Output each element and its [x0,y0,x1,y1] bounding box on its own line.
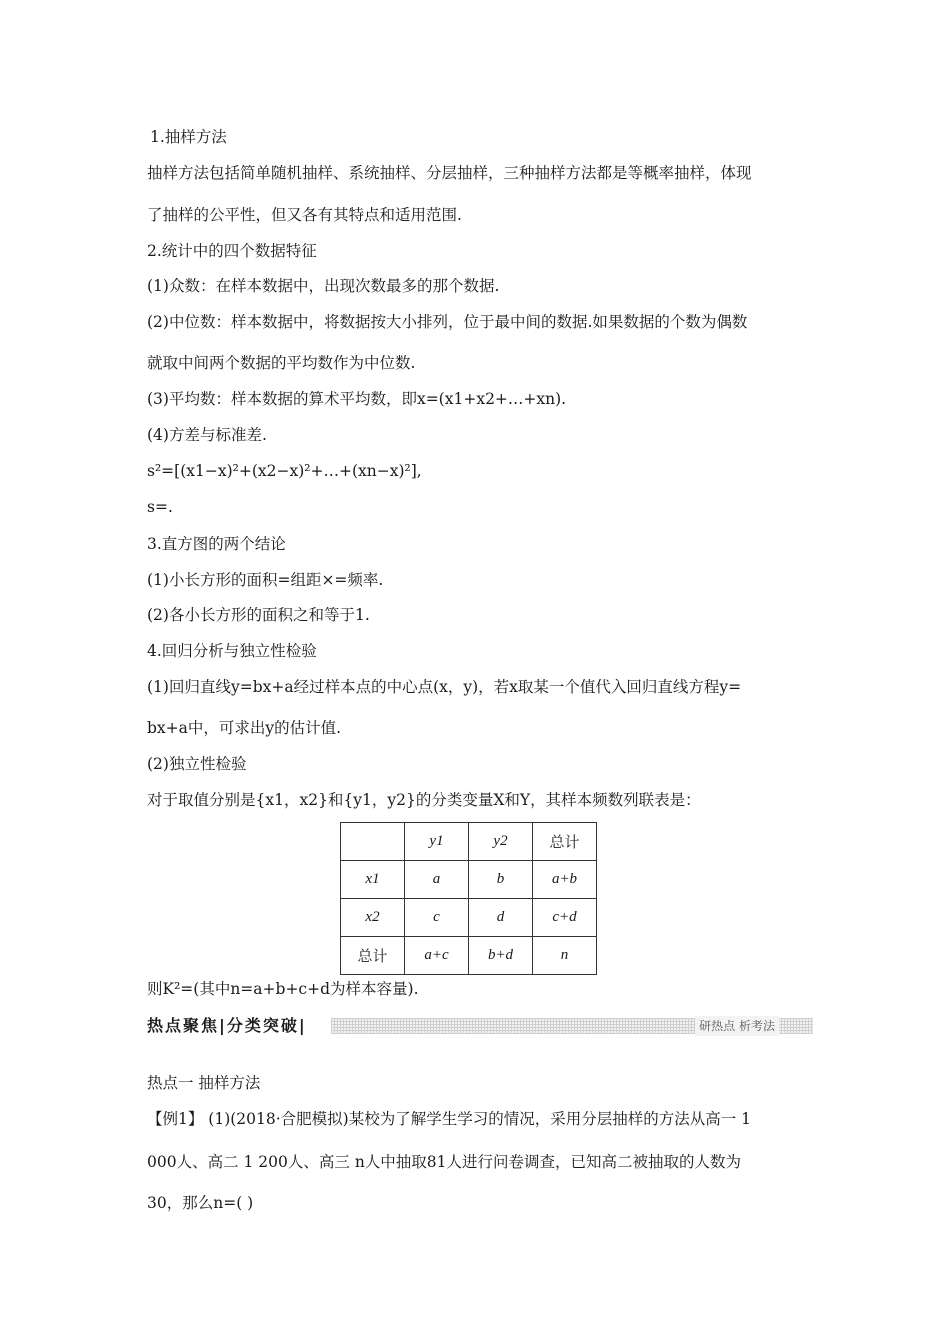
standard-deviation-formula: s=. [147,498,173,516]
table-cell: a+b [533,861,597,899]
variance-formula: s²=[(x1−x)²+(x2−x)²+…+(xn−x)²], [147,462,422,480]
hot-topics-banner [147,1014,813,1038]
independence-test-title: (2)独立性检验 [147,755,247,773]
table-row [341,937,597,975]
example-1-line-2: 000人、高二 1 200人、高三 n人中抽取81人进行问卷调查，已知高二被抽取的人数为 [147,1153,742,1171]
table-cell: x1 [341,861,405,899]
table-header-row [341,823,597,861]
table-row [341,899,597,937]
section-1-paragraph-line-2: 了抽样的公平性，但又各有其特点和适用范围. [147,206,462,224]
section-3-title: 3.直方图的两个结论 [147,535,286,553]
table-cell: x2 [341,899,405,937]
table-cell: a+c [405,937,469,975]
table-cell: y2 [469,823,533,861]
table-row [341,861,597,899]
variance-title: (4)方差与标准差. [147,426,267,444]
mean-definition: (3)平均数：样本数据的算术平均数，即x=(x1+x2+…+xn). [147,390,567,408]
section-2-title: 2.统计中的四个数据特征 [147,242,317,260]
example-1-line-3: 30，那么n=( ) [147,1194,254,1212]
histogram-conclusion-1: (1)小长方形的面积=组距×=频率. [147,571,384,589]
regression-line-1: (1)回归直线y=bx+a经过样本点的中心点(x，y)，若x取某一个值代入回归直线方程y= [147,678,742,696]
banner-subtitle: 研热点 析考法 [695,1016,779,1036]
table-cell: 总计 [533,823,597,861]
section-1-title: 1.抽样方法 [150,128,227,146]
mode-definition: (1)众数：在样本数据中，出现次数最多的那个数据. [147,277,500,295]
table-cell: y1 [405,823,469,861]
table-cell: d [469,899,533,937]
independence-test-description: 对于取值分别是{x1，x2}和{y1，y2}的分类变量X和Y，其样本频数列联表是： [147,791,701,809]
table-cell [341,823,405,861]
table-cell: 总计 [341,937,405,975]
k-squared-formula: 则K²=(其中n=a+b+c+d为样本容量). [147,980,419,998]
table-cell: a [405,861,469,899]
median-definition-line-2: 就取中间两个数据的平均数作为中位数. [147,354,416,372]
hot-topic-1-title: 热点一 抽样方法 [147,1074,261,1092]
table-cell: b+d [469,937,533,975]
section-1-paragraph-line-1: 抽样方法包括简单随机抽样、系统抽样、分层抽样，三种抽样方法都是等概率抽样，体现 [147,164,752,182]
example-1-line-1: 【例1】 (1)(2018·合肥模拟)某校为了解学生学习的情况，采用分层抽样的方法从高一 1 [147,1110,752,1128]
table-cell: c [405,899,469,937]
median-definition-line-1: (2)中位数：样本数据中，将数据按大小排列，位于最中间的数据.如果数据的个数为偶数 [147,313,748,331]
table-cell: c+d [533,899,597,937]
section-4-title: 4.回归分析与独立性检验 [147,642,317,660]
contingency-table [340,822,597,975]
regression-line-2: bx+a中，可求出y的估计值. [147,719,342,737]
banner-title: 热点聚焦|分类突破| [147,1014,313,1038]
table-cell: b [469,861,533,899]
table-cell: n [533,937,597,975]
histogram-conclusion-2: (2)各小长方形的面积之和等于1. [147,606,370,624]
